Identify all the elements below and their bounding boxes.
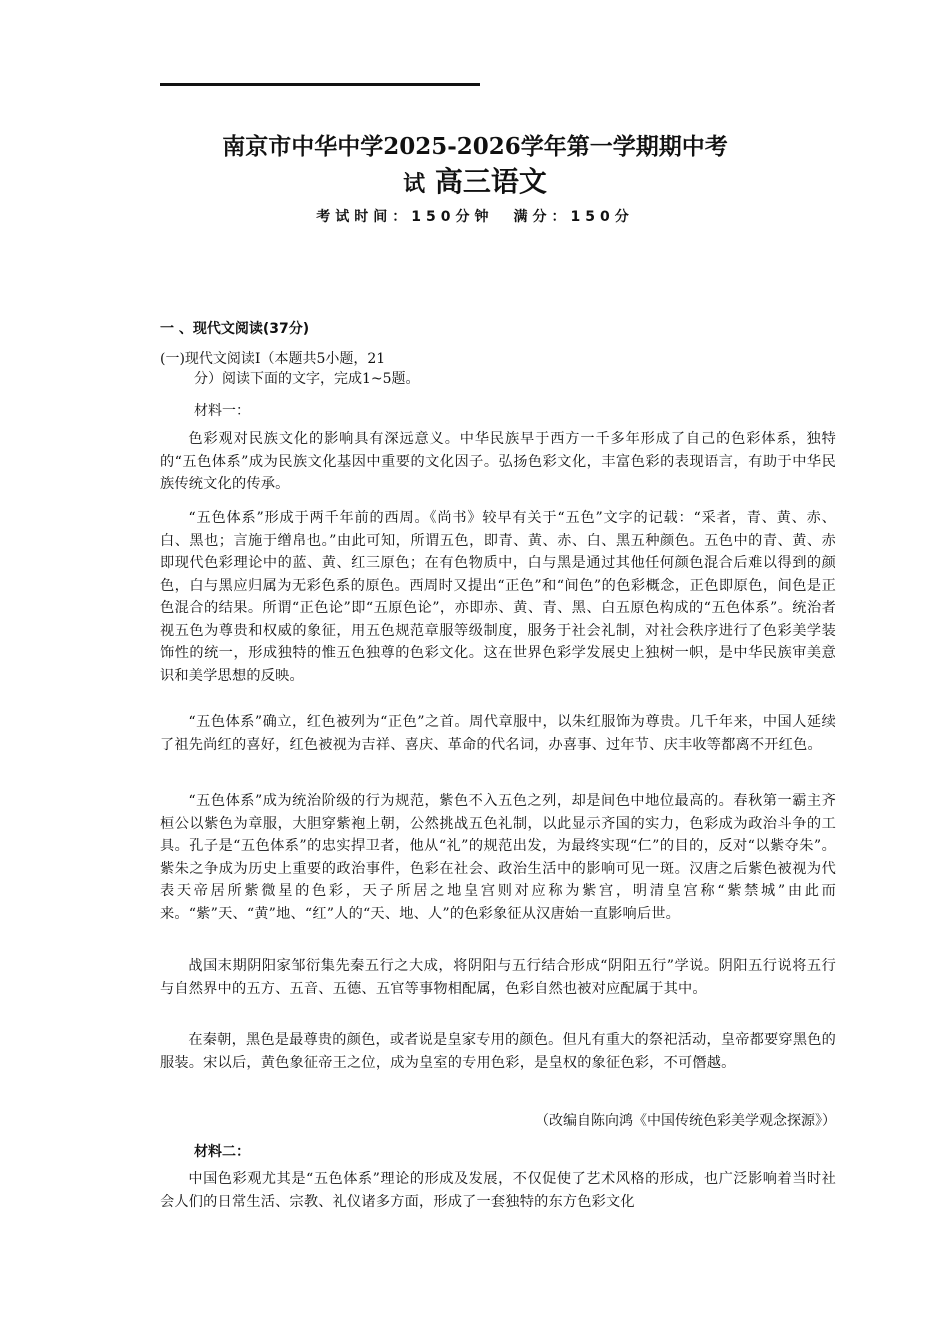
exam-title-prefix: 试 <box>403 171 426 197</box>
subsection-line1: (一)现代文阅读Ⅰ（本题共5小题，21 <box>160 351 386 367</box>
subsection-line2: 分）阅读下面的文字，完成1~5题。 <box>194 371 420 387</box>
material2-paragraph-1: 中国色彩观尤其是“五色体系”理论的形成及发展，不仅促使了艺术风格的形成，也广泛影响着当时社会人们的日常生活、宗教、礼仪诸多方面，形成了一套独特的东方色彩文化 <box>160 1171 836 1210</box>
material1-paragraph-5: 战国末期阴阳家邹衍集先秦五行之大成，将阴阳与五行结合形成“阴阳五行”学说。阴阳五行说将五行与自然界中的五方、五音、五德、五官等事物相配属，色彩自然也被对应配属于其中。 <box>160 958 836 997</box>
subsection-instructions <box>160 349 450 389</box>
material1-paragraph-2: “五色体系”形成于两千年前的西周。《尚书》较早有关于“五色”文字的记载：“采者，青、黄、赤、白、黑也；言施于缯帛也。”由此可知，所谓五色，即青、黄、赤、白、黑五种颜色。五色中的青、黄、赤即现代色彩理论中的蓝、黄、红三原色；在有色物质中，白与黑是通过其他任何颜色混合后难以得到的颜色，白与黑应归属为无彩色系的原色。西周时又提出“正色”和“间色”的色彩概念，正色即原色，间色是正色混合的结果。所谓“正色论”即“五原色论”，亦即赤、黄、青、黑、白五原色构成的“五色体系”。统治者视五色为尊贵和权威的象征，用五色规范章服等级制度，服务于社会礼制，对社会秩序进行了色彩美学装饰性的统一，形成独特的惟五色独尊的色彩文化。这在世界色彩学发展史上独树一帜，是中华民族审美意识和美学思想的反映。 <box>160 510 836 684</box>
header-rule <box>160 83 480 86</box>
exam-subject: 高三语文 <box>434 165 547 198</box>
material2-label: 材料二： <box>194 1144 250 1160</box>
material1-paragraph-1: 色彩观对民族文化的影响具有深远意义。中华民族早于西方一千多年形成了自己的色彩体系，独特的“五色体系”成为民族文化基因中重要的文化因子。弘扬色彩文化，丰富色彩的表现语言，有助于中华民族传统文化的传承。 <box>160 431 836 492</box>
material1-source: （改编自陈向鸿《中国传统色彩美学观念探源》） <box>535 1113 836 1129</box>
material1-paragraph-3: “五色体系”确立，红色被列为“正色”之首。周代章服中，以朱红服饰为尊贵。几千年来，中国人延续了祖先尚红的喜好，红色被视为吉祥、喜庆、革命的代名词，办喜事、过年节、庆丰收等都离不开红色。 <box>160 714 836 753</box>
exam-title-line1: 南京市中华中学2025-2026学年第一学期期中考 <box>222 133 728 160</box>
exam-meta <box>160 206 790 226</box>
material1-paragraph-6: 在秦朝，黑色是最尊贵的颜色，或者说是皇家专用的颜色。但凡有重大的祭祀活动，皇帝都要穿黑色的服装。宋以后，黄色象征帝王之位，成为皇室的专用色彩，是皇权的象征色彩，不可僭越。 <box>160 1032 836 1071</box>
material1-label: 材料一： <box>194 403 250 419</box>
material1-paragraph-4: “五色体系”成为统治阶级的行为规范，紫色不入五色之列，却是间色中地位最高的。春秋第一霸主齐桓公以紫色为章服，大胆穿紫袍上朝，公然挑战五色礼制，以此显示齐国的实力，色彩成为政治斗争的工具。孔子是“五色体系”的忠实捍卫者，他从“礼”的规范出发，为最终实现“仁”的目的，反对“以紫夺朱”。紫朱之争成为历史上重要的政治事件，色彩在社会、政治生活中的影响可见一斑。汉唐之后紫色被视为代表天帝居所紫微星的色彩，天子所居之地皇宫则对应称为紫宫，明清皇宫称“紫禁城”由此而来。“紫”天、“黄”地、“红”人的“天、地、人”的色彩象征从汉唐始一直影响后世。 <box>160 793 836 922</box>
exam-title-line2 <box>160 160 790 200</box>
exam-time: 考试时间：150分钟 <box>316 209 494 225</box>
exam-score: 满分：150分 <box>513 209 634 225</box>
section-heading: 一 、现代文阅读(37分) <box>160 321 310 337</box>
